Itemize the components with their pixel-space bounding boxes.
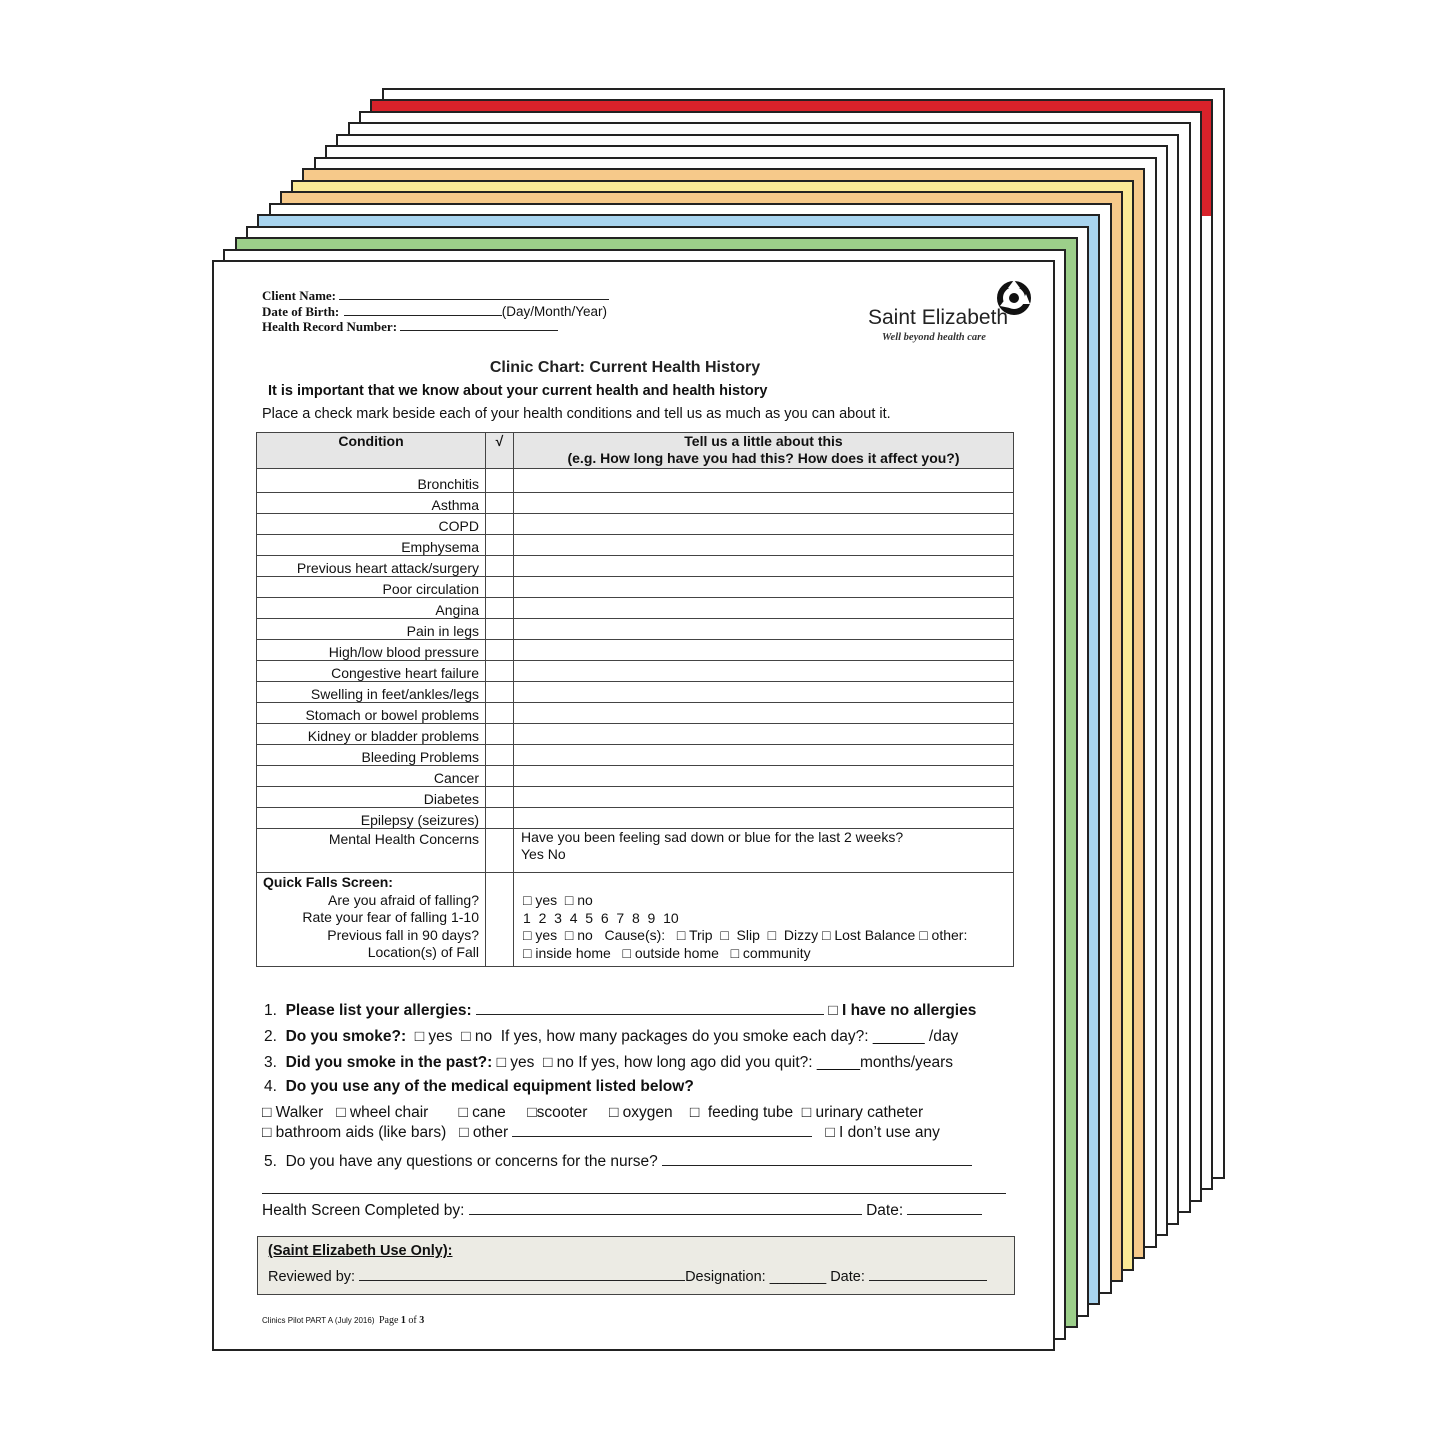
condition-label: COPD [257,514,486,535]
reviewed-by-label: Reviewed by: [268,1269,356,1285]
saint-elizabeth-logo-icon [994,278,1034,318]
condition-label: Diabetes [257,787,486,808]
reviewed-by-line[interactable] [359,1269,685,1281]
condition-row [257,469,1014,493]
form-subtitle: It is important that we know about your current health and health history [268,383,768,399]
use-only-title: (Saint Elizabeth Use Only): [268,1243,453,1259]
about-header-line1: Tell us a little about this [684,433,843,449]
q4-label: Do you use any of the medical equipment listed below? [285,1078,694,1095]
condition-rows [257,469,1014,829]
mental-health-check[interactable] [486,829,514,873]
condition-row [257,661,1014,682]
condition-check-cell[interactable] [486,535,514,556]
condition-check-cell[interactable] [486,619,514,640]
q2-number: 2. [264,1028,277,1045]
equipment-bathroom-other[interactable]: □ bathroom aids (like bars) □ other [262,1124,509,1141]
condition-check-cell[interactable] [486,787,514,808]
falls-q-afraid: Are you afraid of falling? [328,891,479,908]
condition-check-cell[interactable] [486,766,514,787]
no-allergies-checkbox[interactable]: □ I have no allergies [828,1002,977,1019]
smoke-options[interactable]: □ yes □ no If yes, how many packages do you smoke each day?: ______ /day [414,1028,959,1045]
health-record-label: Health Record Number: [262,319,398,334]
staff-use-only-box [257,1236,1015,1295]
page-number: 1 [400,1315,406,1326]
condition-label: High/low blood pressure [257,640,486,661]
condition-label: Bronchitis [257,469,486,493]
q3-number: 3. [264,1054,277,1071]
condition-check-cell[interactable] [486,724,514,745]
condition-label: Congestive heart failure [257,661,486,682]
condition-label: Angina [257,598,486,619]
condition-row [257,577,1014,598]
mental-health-label: Mental Health Concerns [257,829,486,873]
mental-health-answer[interactable] [514,829,1014,873]
form-title: Clinic Chart: Current Health History [489,359,761,376]
conditions-table [256,432,1014,967]
condition-row [257,598,1014,619]
form-id: Clinics Pilot PART A (July 2016) [262,1316,375,1325]
client-name-line[interactable] [339,288,609,300]
dob-label: Date of Birth: [262,304,340,319]
dob-line[interactable] [344,304,502,316]
condition-notes-cell[interactable] [514,724,1014,745]
reviewed-row [268,1269,987,1285]
q5-number: 5. [264,1153,277,1170]
falls-afraid-options[interactable]: □ yes □ no [523,892,593,908]
completed-date-line[interactable] [907,1203,982,1215]
condition-check-cell[interactable] [486,514,514,535]
condition-header: Condition [257,433,486,469]
client-name-field[interactable] [262,288,609,304]
falls-title: Quick Falls Screen: [263,874,393,890]
condition-check-cell[interactable] [486,556,514,577]
condition-check-cell[interactable] [486,469,514,493]
completed-by-field [262,1202,982,1220]
condition-label: Kidney or bladder problems [257,724,486,745]
page-label: Page [378,1315,399,1326]
question-equipment [264,1078,694,1096]
equipment-none-checkbox[interactable]: □ I don’t use any [825,1124,940,1141]
mental-health-question: Have you been feeling sad down or blue for the last 2 weeks? [521,829,904,845]
condition-row [257,493,1014,514]
falls-previous-options[interactable]: □ yes □ no Cause(s): □ Trip □ Slip □ Dizzy □ Lost Balance □ other: [523,927,968,943]
falls-screen-row [257,873,1014,967]
question-allergies [264,1002,976,1020]
condition-row [257,514,1014,535]
question-concerns [264,1153,972,1171]
condition-row [257,724,1014,745]
concerns-line-2[interactable] [262,1193,1006,1194]
page-footer [262,1315,424,1326]
falls-q-location: Location(s) of Fall [367,944,479,960]
page-total: 3 [419,1315,425,1326]
condition-notes-cell[interactable] [514,577,1014,598]
condition-row [257,640,1014,661]
condition-row [257,745,1014,766]
condition-check-cell[interactable] [486,703,514,724]
falls-q-rate: Rate your fear of falling 1-10 [302,909,479,925]
dob-format: (Day/Month/Year) [501,304,608,319]
completed-date-label: Date: [866,1202,904,1219]
condition-notes-cell[interactable] [514,808,1014,829]
condition-check-cell[interactable] [486,808,514,829]
condition-label: Previous heart attack/surgery [257,556,486,577]
q2-label: Do you smoke?: [285,1028,407,1045]
condition-check-cell[interactable] [486,745,514,766]
question-smoke-past [264,1054,953,1072]
falls-check [486,873,514,967]
about-header [514,433,1014,469]
condition-notes-cell[interactable] [514,514,1014,535]
table-header-row [257,433,1014,469]
logo-name: Saint Elizabeth [868,306,1009,329]
reviewed-date-label: Date: [830,1269,865,1285]
condition-notes-cell[interactable] [514,682,1014,703]
q4-number: 4. [264,1078,277,1095]
form-instruction: Place a check mark beside each of your health conditions and tell us as much as you can about it. [262,406,891,422]
logo-tagline: Well beyond health care [882,332,986,343]
form-page [212,260,1055,1351]
condition-row [257,703,1014,724]
smoke-past-options[interactable]: □ yes □ no If yes, how long ago did you quit?: _____months/years [496,1054,954,1071]
condition-check-cell[interactable] [486,598,514,619]
page-indicator [379,1315,424,1326]
condition-check-cell[interactable] [486,493,514,514]
falls-location-options[interactable]: □ inside home □ outside home □ community [523,944,811,961]
question-smoke [264,1028,958,1046]
completed-by-label: Health Screen Completed by: [262,1202,465,1219]
reviewed-date-line[interactable] [869,1269,987,1281]
client-name-label: Client Name: [262,288,337,303]
health-record-line[interactable] [400,319,558,331]
condition-notes-cell[interactable] [514,598,1014,619]
q5-label: Do you have any questions or concerns for the nurse? [285,1153,658,1170]
check-header: √ [486,433,514,469]
condition-check-cell[interactable] [486,640,514,661]
q1-number: 1. [264,1002,277,1019]
condition-label: Poor circulation [257,577,486,598]
equipment-other-line[interactable] [512,1125,812,1137]
condition-notes-cell[interactable] [514,556,1014,577]
mental-health-row [257,829,1014,873]
equipment-row-1[interactable]: □ Walker □ wheel chair □ cane □scooter □ oxygen □ feeding tube □ urinary catheter [262,1104,924,1121]
condition-label: Swelling in feet/ankles/legs [257,682,486,703]
condition-notes-cell[interactable] [514,493,1014,514]
condition-notes-cell[interactable] [514,640,1014,661]
falls-answers[interactable] [514,873,1014,967]
equipment-row-2 [262,1124,940,1142]
designation-field[interactable]: Designation: _______ [685,1269,827,1285]
q3-label: Did you smoke in the past?: [285,1054,493,1071]
falls-questions [257,873,486,967]
condition-row [257,556,1014,577]
falls-rate-scale[interactable]: 1 2 3 4 5 6 7 8 9 10 [523,909,679,926]
condition-row [257,766,1014,787]
condition-notes-cell[interactable] [514,745,1014,766]
condition-row [257,619,1014,640]
condition-notes-cell[interactable] [514,703,1014,724]
condition-check-cell[interactable] [486,682,514,703]
condition-check-cell[interactable] [486,661,514,682]
falls-q-previous: Previous fall in 90 days? [327,926,479,943]
condition-row [257,682,1014,703]
condition-notes-cell[interactable] [514,661,1014,682]
condition-notes-cell[interactable] [514,535,1014,556]
condition-notes-cell[interactable] [514,619,1014,640]
condition-label: Asthma [257,493,486,514]
condition-label: Epilepsy (seizures) [257,808,486,829]
condition-notes-cell[interactable] [514,766,1014,787]
condition-row [257,535,1014,556]
allergies-line[interactable] [476,1003,824,1015]
condition-label: Emphysema [257,535,486,556]
condition-notes-cell[interactable] [514,469,1014,493]
concerns-line[interactable] [662,1154,972,1166]
completed-by-line[interactable] [469,1203,862,1215]
condition-row [257,808,1014,829]
condition-label: Stomach or bowel problems [257,703,486,724]
condition-label: Pain in legs [257,619,486,640]
health-record-field[interactable] [262,319,558,335]
condition-check-cell[interactable] [486,577,514,598]
about-header-line2: (e.g. How long have you had this? How does it affect you?) [567,450,960,466]
condition-row [257,787,1014,808]
of-label: of [408,1315,417,1326]
condition-notes-cell[interactable] [514,787,1014,808]
condition-label: Cancer [257,766,486,787]
mental-health-yes-no[interactable]: Yes No [521,846,566,862]
q1-label: Please list your allergies: [285,1002,472,1019]
condition-label: Bleeding Problems [257,745,486,766]
